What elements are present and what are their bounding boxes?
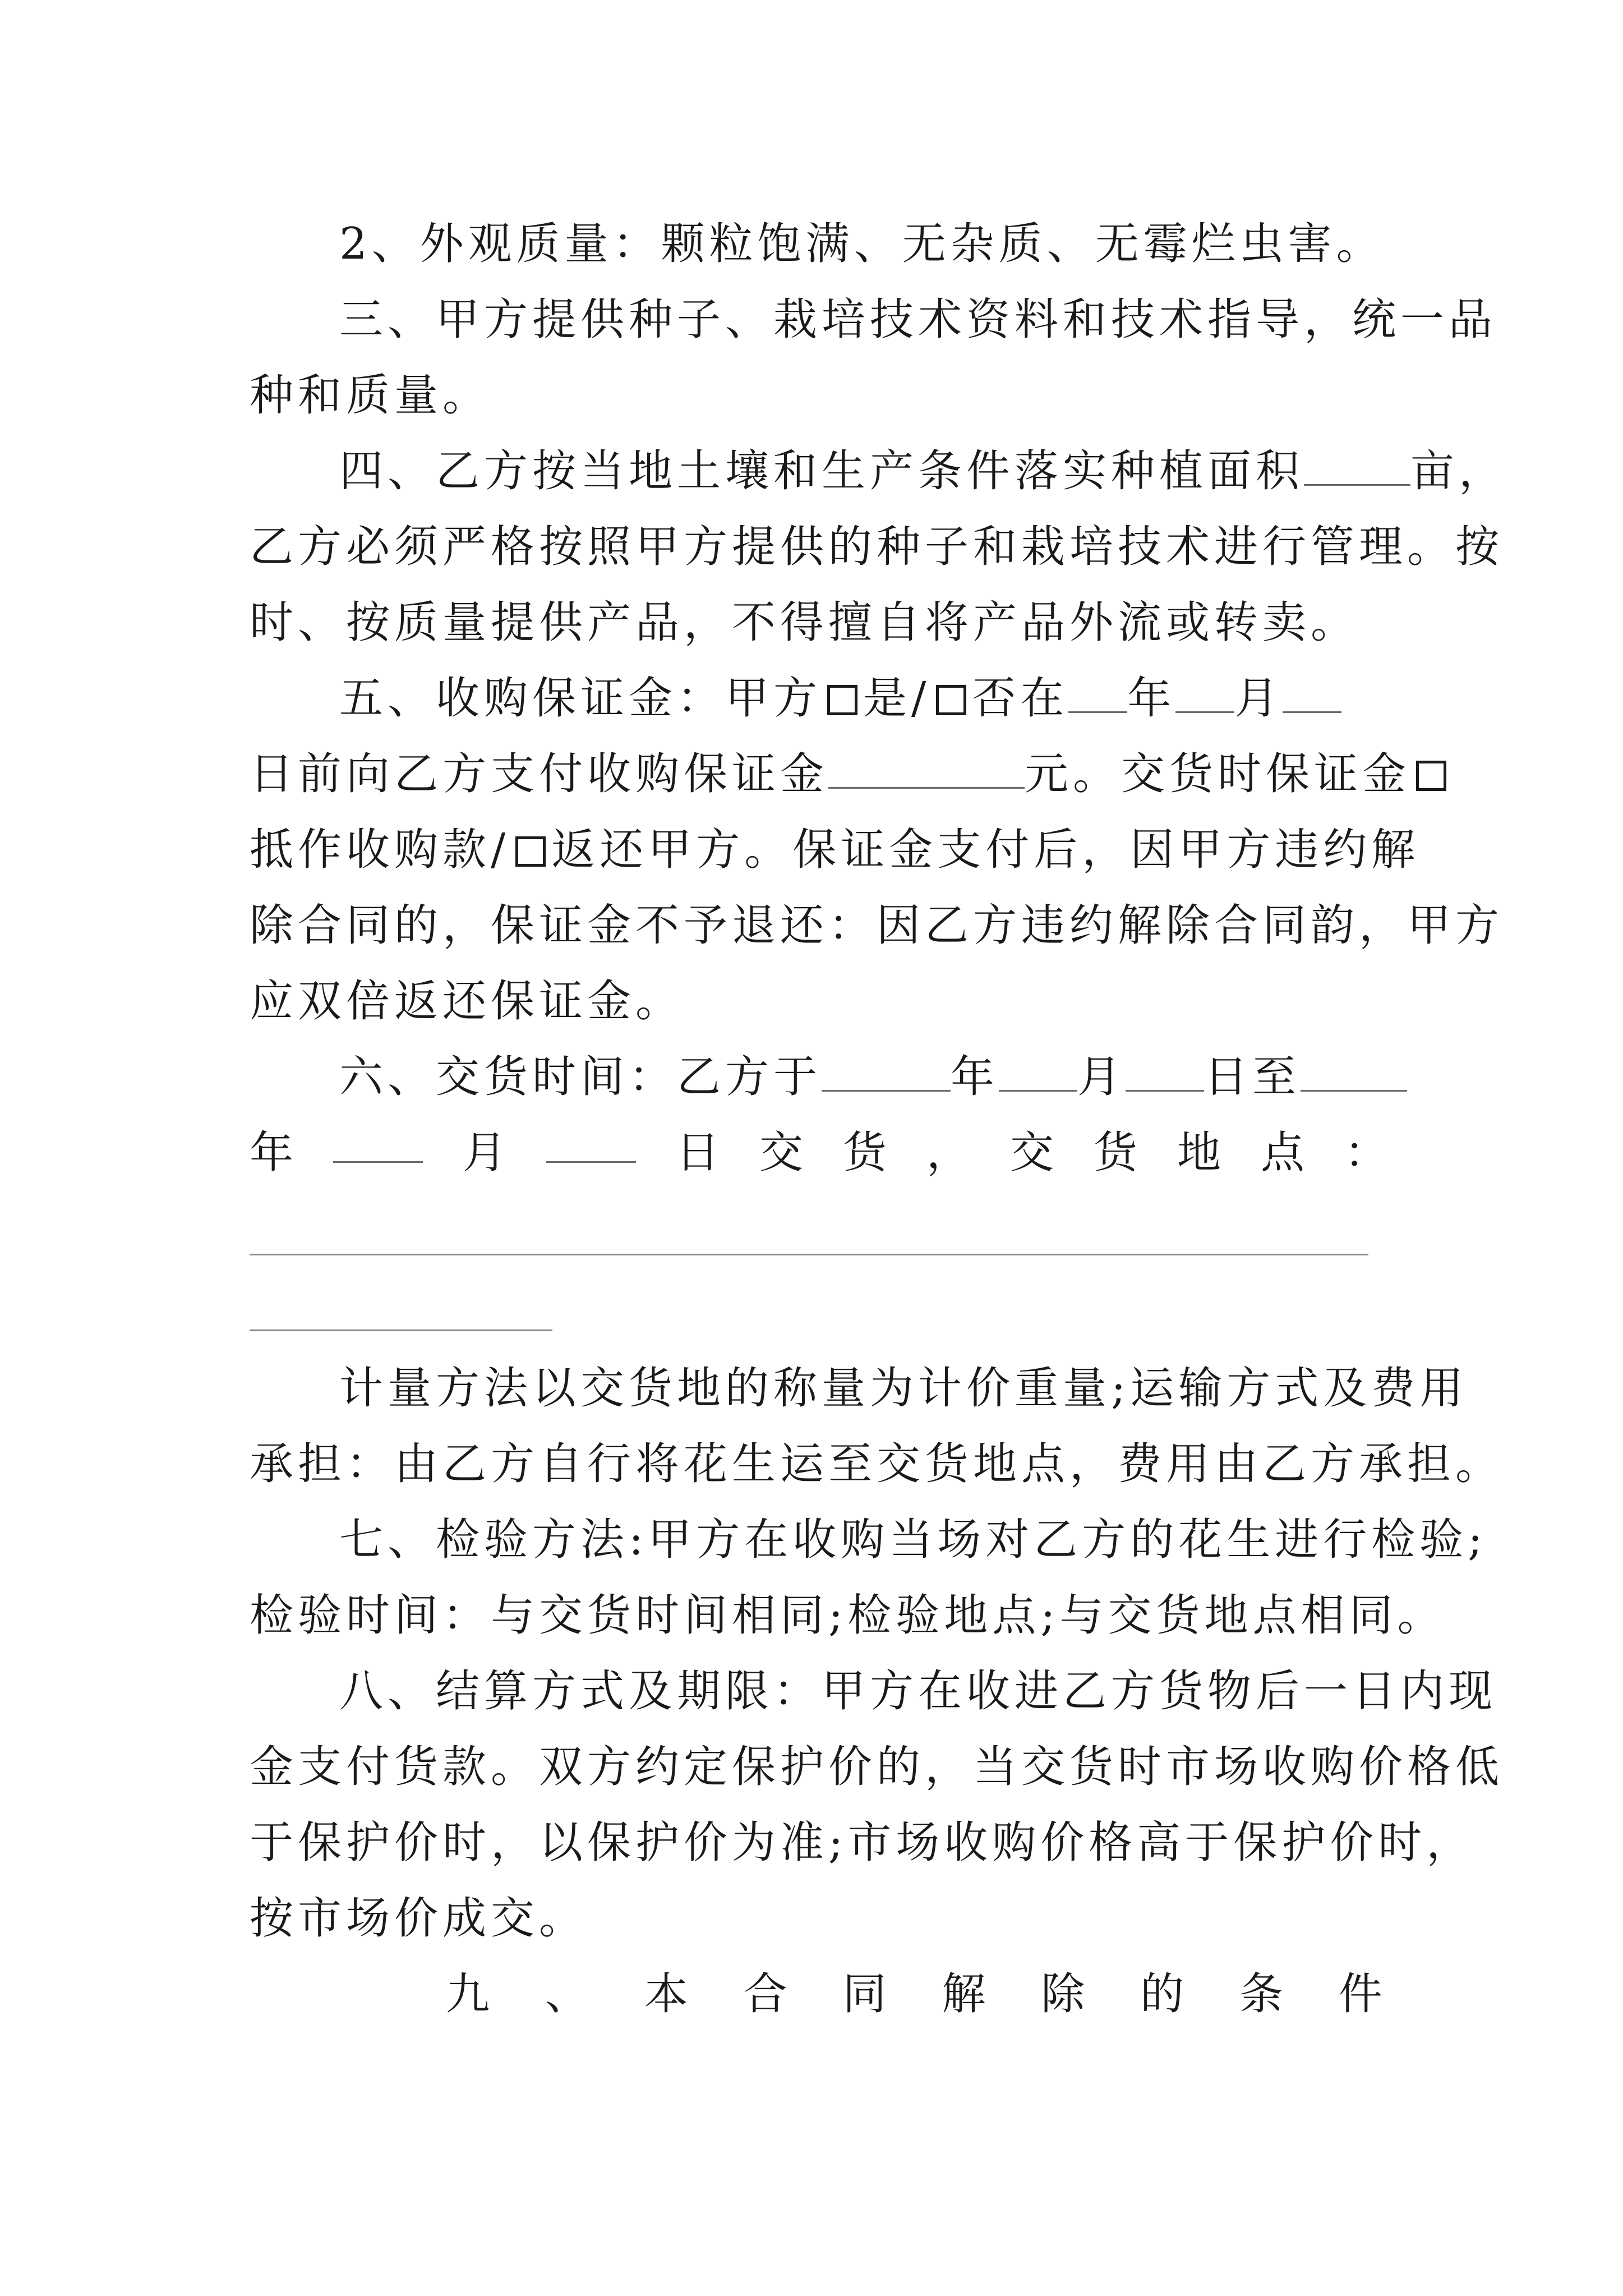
clause-5-line-1: 五、收购保证金：甲方 是/ 否在 年 月 bbox=[339, 668, 1388, 729]
clause-9-heading: 九 、 本 合 同 解 除 的 条 件 bbox=[446, 1969, 1382, 2019]
clause-5-line-2: 日前向乙方支付收购保证金 元。交货时保证金 bbox=[250, 743, 1388, 805]
deposit-month-blank[interactable] bbox=[1175, 672, 1234, 713]
clause-2-appearance-quality: 2、外观质量：颗粒饱满、无杂质、无霉烂虫害。 bbox=[339, 219, 1385, 269]
delivery-location-blank-line-2[interactable] bbox=[250, 1329, 552, 1331]
clause-6-line-2: 年 月 日 交 货 ， 交 货 地 点 ： bbox=[250, 1122, 1388, 1184]
clause-7-line-1: 七、检验方法:甲方在收购当场对乙方的花生进行检验; bbox=[339, 1515, 1487, 1565]
clause-8-line-1: 八、结算方式及期限：甲方在收进乙方货物后一日内现 bbox=[339, 1666, 1497, 1717]
delivery-end-year-blank[interactable] bbox=[1301, 1051, 1407, 1092]
delivery-location-blank-line-1[interactable] bbox=[250, 1254, 1368, 1255]
clause-6-measurement-line-2: 承担：由乙方自行将花生运至交货地点，费用由乙方承担。 bbox=[250, 1439, 1504, 1489]
clause-8-line-2: 金支付货款。双方约定保护价的，当交货时市场收购价格低 bbox=[250, 1742, 1504, 1792]
clause-6-line-1: 六、交货时间：乙方于 年 月 日至 bbox=[339, 1046, 1388, 1108]
clause-3-line-1: 三、甲方提供种子、栽培技术资料和技术指导，统一品 bbox=[339, 295, 1497, 345]
deposit-day-blank[interactable] bbox=[1283, 672, 1341, 713]
deposit-offset-checkbox[interactable] bbox=[1416, 761, 1446, 791]
clause-4-line-3: 时、按质量提供产品，不得擅自将产品外流或转卖。 bbox=[250, 597, 1359, 648]
delivery-start-year-blank[interactable] bbox=[822, 1051, 951, 1092]
delivery-end-month-blank[interactable] bbox=[333, 1122, 423, 1163]
deposit-return-checkbox[interactable] bbox=[515, 836, 546, 867]
deposit-amount-blank[interactable] bbox=[828, 748, 1025, 789]
delivery-end-day-blank[interactable] bbox=[546, 1122, 636, 1163]
clause-3-line-2: 种和质量。 bbox=[250, 370, 491, 421]
delivery-start-month-blank[interactable] bbox=[999, 1051, 1077, 1092]
clause-4-line-2: 乙方必须严格按照甲方提供的种子和栽培技术进行管理。按 bbox=[250, 522, 1504, 572]
clause-5-line-4: 除合同的，保证金不予退还：因乙方违约解除合同韵，甲方 bbox=[250, 900, 1504, 951]
deposit-no-checkbox[interactable] bbox=[936, 685, 966, 715]
deposit-yes-checkbox[interactable] bbox=[827, 685, 857, 715]
planting-area-blank[interactable] bbox=[1304, 445, 1410, 486]
deposit-year-blank[interactable] bbox=[1068, 672, 1127, 713]
delivery-start-day-blank[interactable] bbox=[1126, 1051, 1204, 1092]
clause-5-line-3: 抵作收购款/ 返还甲方。保证金支付后，因甲方违约解 bbox=[250, 825, 1420, 875]
clause-8-line-4: 按市场价成交。 bbox=[250, 1893, 588, 1944]
clause-5-line-5: 应双倍返还保证金。 bbox=[250, 976, 684, 1027]
clause-8-line-3: 于保护价时，以保护价为准;市场收购价格高于保护价时， bbox=[250, 1818, 1475, 1868]
clause-7-line-2: 检验时间：与交货时间相同;检验地点;与交货地点相同。 bbox=[250, 1590, 1446, 1641]
clause-4-line-1: 四、乙方按当地土壤和生产条件落实种植面积 亩， bbox=[339, 446, 1507, 496]
clause-6-measurement-line-1: 计量方法以交货地的称量为计价重量;运输方式及费用 bbox=[339, 1363, 1468, 1414]
